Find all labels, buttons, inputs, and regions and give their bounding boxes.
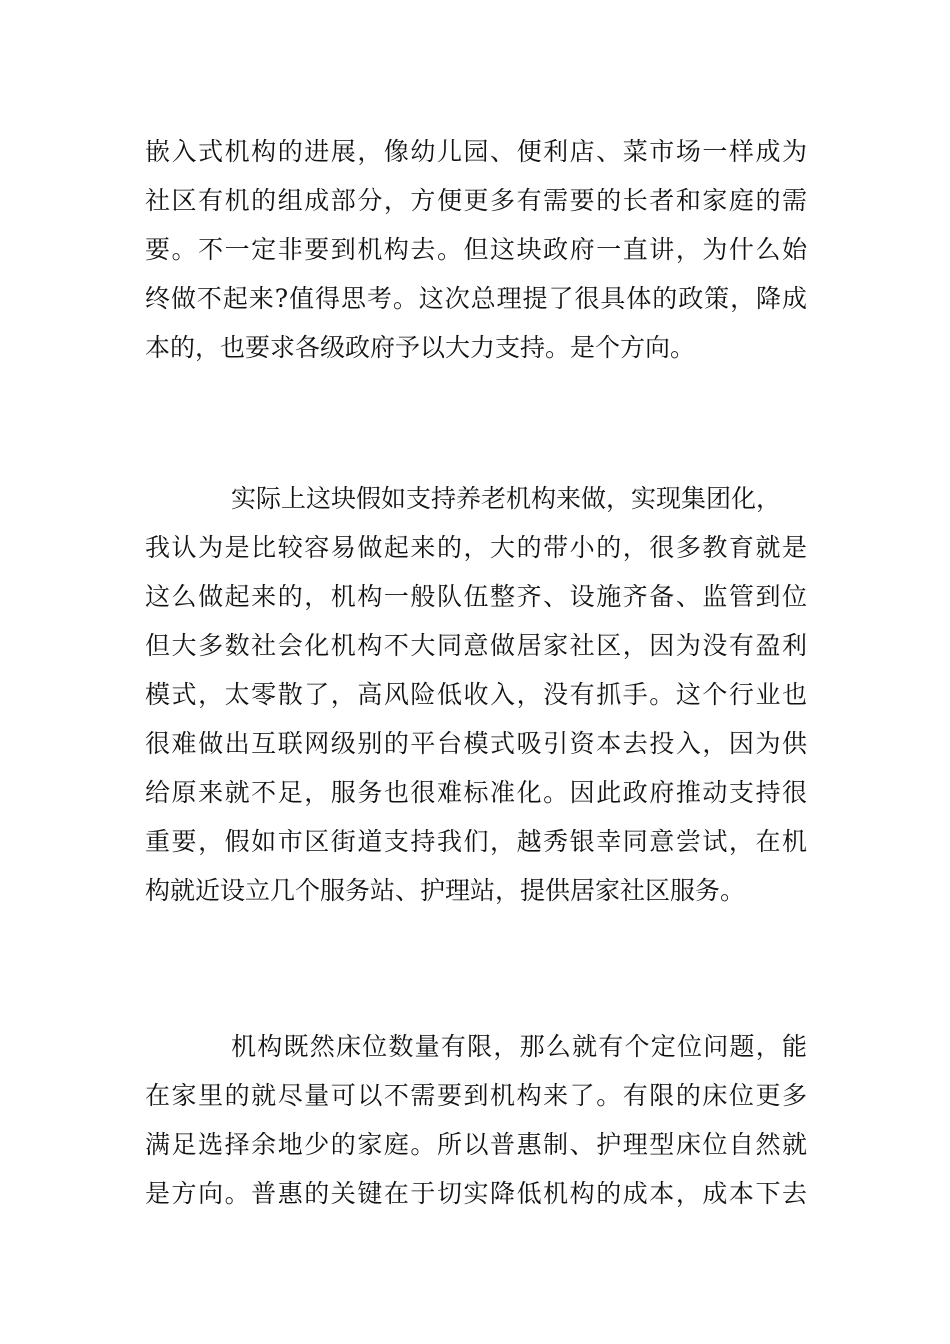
text-line: 模式，太零散了，高风险低收入，没有抓手。这个行业也 bbox=[145, 680, 807, 709]
text-line: 要。不一定非要到机构去。但这块政府一直讲，为什么始 bbox=[145, 235, 807, 264]
paragraph-1 bbox=[145, 127, 807, 372]
text-line: 但大多数社会化机构不大同意做居家社区，因为没有盈利 bbox=[145, 631, 807, 660]
text-line: 是方向。普惠的关键在于切实降低机构的成本，成本下去 bbox=[145, 1179, 807, 1208]
text-line: 在家里的就尽量可以不需要到机构来了。有限的床位更多 bbox=[145, 1081, 807, 1110]
text-line: 嵌入式机构的进展，像幼儿园、便利店、菜市场一样成为 bbox=[145, 137, 807, 166]
text-line: 这么做起来的，机构一般队伍整齐、设施齐备、监管到位 bbox=[145, 582, 807, 611]
text-line: 社区有机的组成部分，方便更多有需要的长者和家庭的需 bbox=[145, 186, 807, 215]
text-line: 重要，假如市区街道支持我们，越秀银幸同意尝试，在机 bbox=[145, 827, 807, 856]
text-line: 很难做出互联网级别的平台模式吸引资本去投入，因为供 bbox=[145, 729, 807, 758]
paragraph-3 bbox=[145, 1022, 807, 1218]
text-line: 我认为是比较容易做起来的，大的带小的，很多教育就是 bbox=[145, 533, 807, 562]
text-line: 本的，也要求各级政府予以大力支持。是个方向。 bbox=[145, 333, 696, 362]
text-line: 构就近设立几个服务站、护理站，提供居家社区服务。 bbox=[145, 876, 746, 905]
paragraph-2 bbox=[145, 474, 807, 915]
text-line-indented: 机构既然床位数量有限，那么就有个定位问题，能 bbox=[231, 1032, 807, 1061]
text-line: 满足选择余地少的家庭。所以普惠制、护理型床位自然就 bbox=[145, 1130, 807, 1159]
text-line: 终做不起来?值得思考。这次总理提了很具体的政策，降成 bbox=[145, 284, 807, 313]
text-line-indented: 实际上这块假如支持养老机构来做，实现集团化， bbox=[231, 484, 782, 513]
text-line: 给原来就不足，服务也很难标准化。因此政府推动支持很 bbox=[145, 778, 807, 807]
